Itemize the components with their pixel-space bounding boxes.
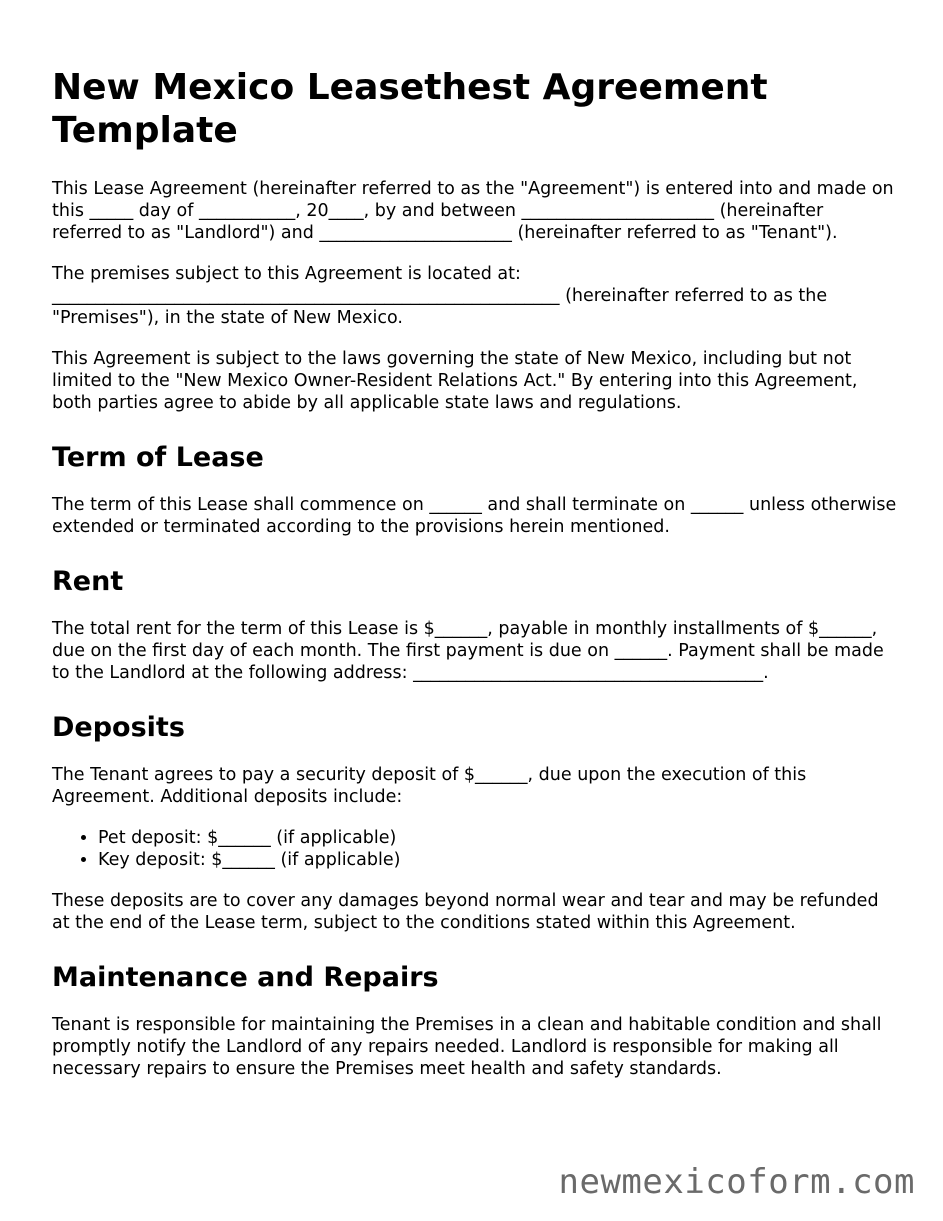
document-title: New Mexico Leasethest Agreement Template	[52, 67, 768, 151]
intro-paragraph-laws: This Agreement is subject to the laws governing the state of New Mexico, including but not limited to the "New Mexico Owner-Resident Relations Act." By entering into this Agreement, both parties agree to abide by all applicable state laws and regulations.	[52, 349, 858, 413]
watermark: newmexicoform.com	[558, 1162, 915, 1202]
intro-paragraph-premises: The premises subject to this Agreement is located at: __________________________________________________________ (hereinafter referred to as the "Premises"), in the state of New Mexico.	[52, 264, 828, 328]
rent-paragraph: The total rent for the term of this Lease is $______, payable in monthly installments of $______, due on the first day of each month. The first payment is due on ______. Payment shall be made to the Landlord at the following address: ________________________________________.	[52, 619, 884, 683]
list-item-pet-deposit: • Pet deposit: $______ (if applicable)	[98, 827, 897, 849]
deposits-after-paragraph: These deposits are to cover any damages beyond normal wear and tear and may be refunded at the end of the Lease term, subject to the conditions stated within this Agreement.	[52, 891, 879, 933]
intro-paragraph-parties: This Lease Agreement (hereinafter referred to as the "Agreement") is entered into and made on this _____ day of ___________, 20____, by and between ______________________ (hereinafter referred to as "Landlord") and ______________________ (hereinafter referred to as "Tenant").	[52, 179, 894, 243]
section-heading-term: Term of Lease	[52, 442, 264, 473]
section-heading-deposits: Deposits	[52, 712, 185, 743]
list-item-key-deposit: • Key deposit: $______ (if applicable)	[98, 849, 897, 871]
maintenance-paragraph: Tenant is responsible for maintaining the Premises in a clean and habitable condition and shall promptly notify the Landlord of any repairs needed. Landlord is responsible for making all necessary repairs to ensure the Premises meet health and safety standards.	[52, 1015, 882, 1079]
section-heading-rent: Rent	[52, 566, 124, 597]
deposits-paragraph: The Tenant agrees to pay a security deposit of $______, due upon the execution of this Agreement. Additional deposits include:	[52, 765, 807, 807]
section-heading-maintenance: Maintenance and Repairs	[52, 962, 439, 993]
deposits-list	[52, 827, 897, 871]
term-paragraph: The term of this Lease shall commence on ______ and shall terminate on ______ unless otherwise extended or terminated according to the provisions herein mentioned.	[52, 495, 897, 537]
document-page	[52, 66, 897, 1099]
